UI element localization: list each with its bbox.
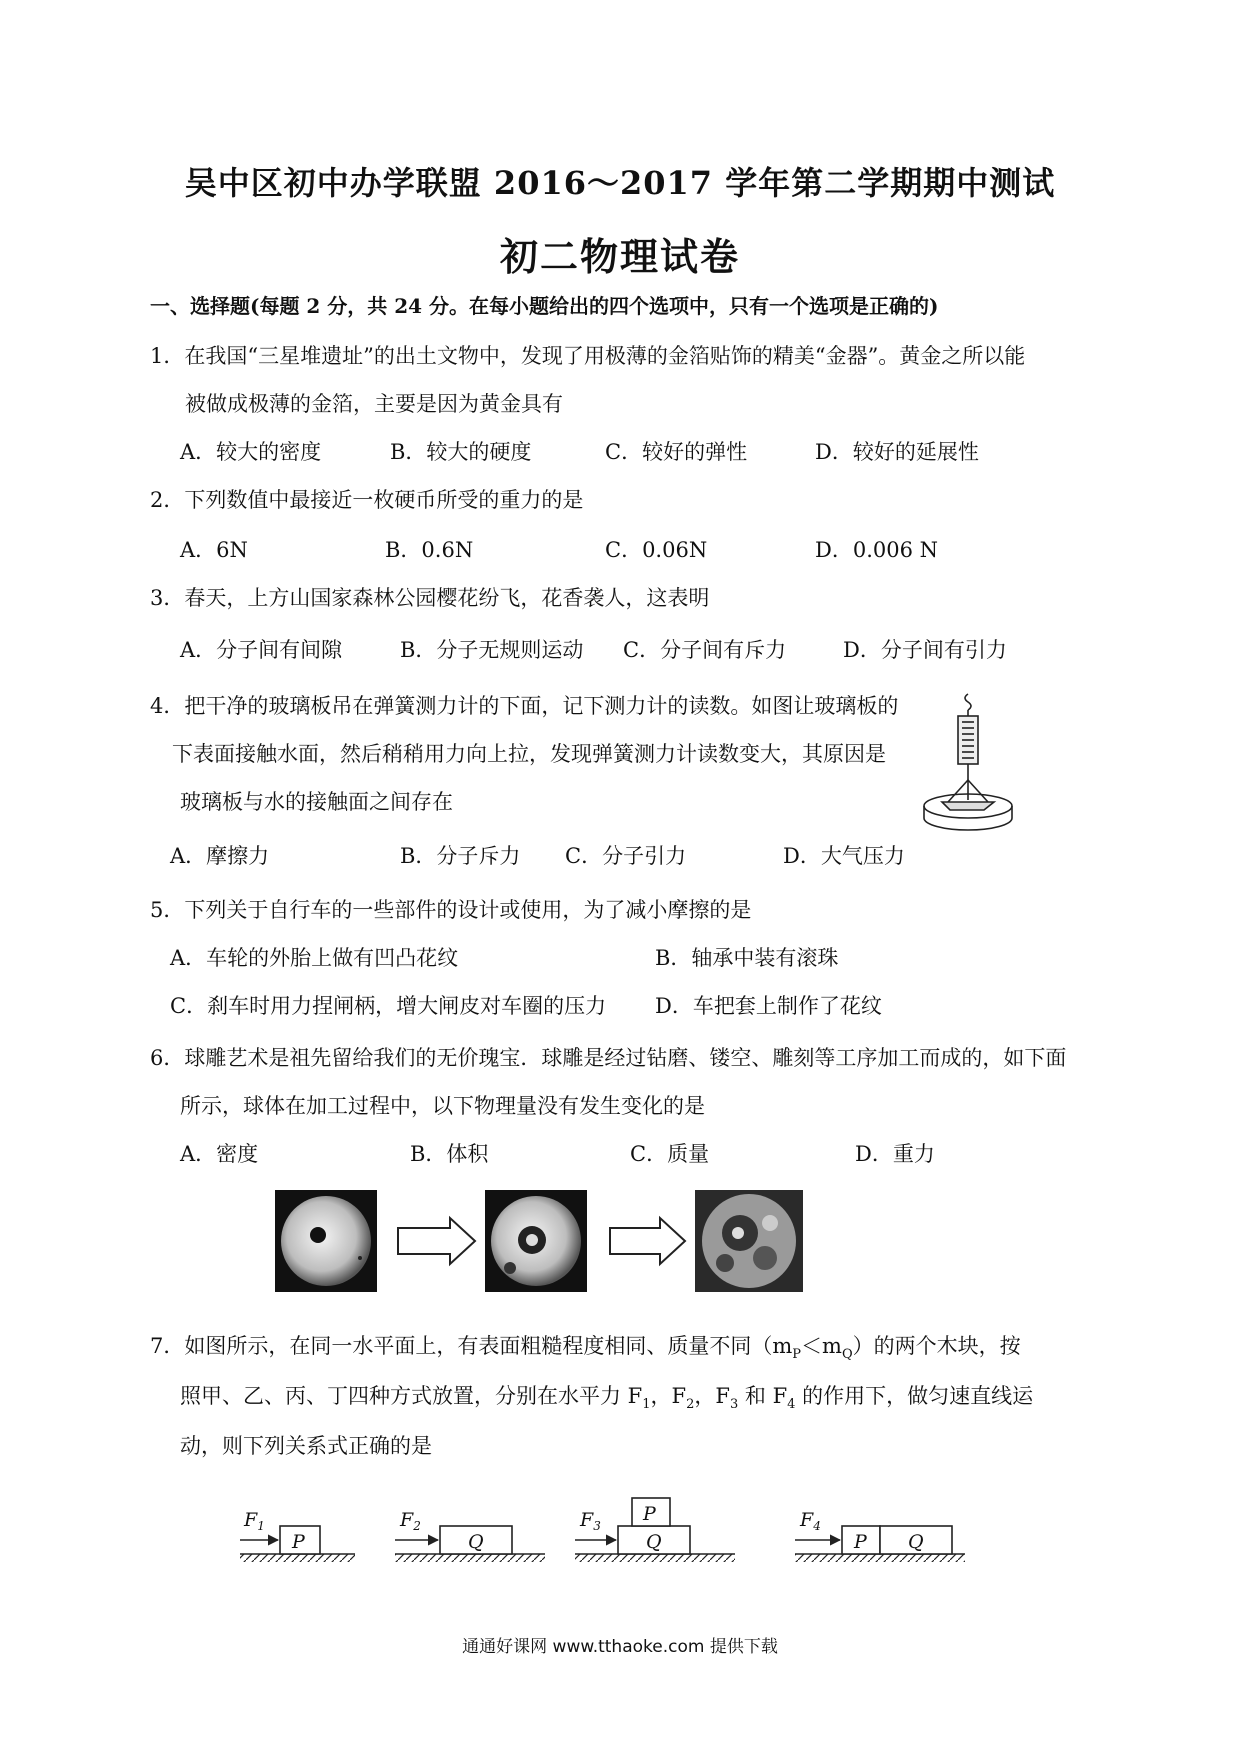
q7-stem-line2: 照甲、乙、丙、丁四种方式放置，分别在水平力 $F_1$，$F_2$，$F_3$ 和 $F_4$ 的作用下，做匀速直线运 bbox=[180, 1384, 1034, 1413]
svg-text:Q: Q bbox=[908, 1531, 924, 1553]
q1-stem-line2: 被做成极薄的金箔，主要是因为黄金具有 bbox=[185, 392, 563, 416]
q2-option-a: A．6N bbox=[180, 538, 248, 562]
q2-option-c: C．0.06N bbox=[605, 538, 708, 562]
q7-stem-line3: 动，则下列关系式正确的是 bbox=[180, 1434, 432, 1458]
svg-text:F1: $F_1$ bbox=[244, 1509, 265, 1533]
q1-option-d: D．较好的延展性 bbox=[815, 440, 979, 464]
q3-option-c: C．分子间有斥力 bbox=[623, 638, 787, 662]
svg-text:P: P bbox=[292, 1531, 305, 1553]
blocks-force-figure bbox=[230, 1488, 1010, 1578]
q4-stem-line1: 4．把干净的玻璃板吊在弹簧测力计的下面，记下测力计的读数。如图让玻璃板的 bbox=[150, 694, 899, 718]
section-heading: 一、选择题(每题 2 分，共 24 分。在每小题给出的四个选项中，只有一个选项是正确的) bbox=[150, 294, 939, 318]
svg-text:P: P bbox=[643, 1503, 656, 1525]
q4-stem-line3: 玻璃板与水的接触面之间存在 bbox=[180, 790, 453, 814]
svg-text:P: P bbox=[854, 1531, 867, 1553]
q6-stem-line1: 6．球雕艺术是祖先留给我们的无价瑰宝．球雕是经过钻磨、镂空、雕刻等工序加工而成的，如下面 bbox=[150, 1046, 1067, 1070]
svg-text:F2: $F_2$ bbox=[400, 1509, 421, 1533]
arrow-right-icon bbox=[398, 1218, 475, 1264]
q5-stem: 5．下列关于自行车的一些部件的设计或使用，为了减小摩擦的是 bbox=[150, 898, 752, 922]
q5-option-a: A．车轮的外胎上做有凹凸花纹 bbox=[170, 946, 459, 970]
ball-carving-figure bbox=[270, 1188, 810, 1298]
spring-scale-figure bbox=[920, 690, 1035, 840]
q2-stem: 2．下列数值中最接近一枚硬币所受的重力的是 bbox=[150, 488, 584, 512]
q6-option-d: D．重力 bbox=[855, 1142, 935, 1166]
q4-option-d: D．大气压力 bbox=[783, 844, 905, 868]
q3-option-d: D．分子间有引力 bbox=[843, 638, 1007, 662]
q1-option-c: C．较好的弹性 bbox=[605, 440, 748, 464]
q6-option-a: A．密度 bbox=[180, 1142, 259, 1166]
svg-text:F3: $F_3$ bbox=[580, 1509, 601, 1533]
exam-subtitle: 初二物理试卷 bbox=[499, 234, 740, 279]
q1-stem-line1: 1．在我国“三星堆遗址”的出土文物中，发现了用极薄的金箔贴饰的精美“金器”。黄金之所以能 bbox=[150, 344, 1026, 368]
arrow-right-icon bbox=[610, 1218, 685, 1264]
q3-option-a: A．分子间有间隙 bbox=[180, 638, 343, 662]
q2-option-b: B．0.6N bbox=[385, 538, 474, 562]
q5-option-c: C．刹车时用力捏闸柄，增大闸皮对车圈的压力 bbox=[170, 994, 607, 1018]
arrangement-1 bbox=[240, 1509, 355, 1562]
q1-option-b: B．较大的硬度 bbox=[390, 440, 532, 464]
exam-title: 吴中区初中办学联盟 2016～2017 学年第二学期期中测试 bbox=[184, 164, 1056, 202]
q5-option-d: D．车把套上制作了花纹 bbox=[655, 994, 882, 1018]
svg-text:Q: Q bbox=[646, 1531, 662, 1553]
q6-option-c: C．质量 bbox=[630, 1142, 710, 1166]
q4-option-c: C．分子引力 bbox=[565, 844, 687, 868]
svg-text:F4: $F_4$ bbox=[800, 1509, 821, 1533]
q6-stem-line2: 所示，球体在加工过程中，以下物理量没有发生变化的是 bbox=[180, 1094, 705, 1118]
q5-option-b: B．轴承中装有滚珠 bbox=[655, 946, 839, 970]
q4-stem-line2: 下表面接触水面，然后稍稍用力向上拉，发现弹簧测力计读数变大，其原因是 bbox=[172, 742, 886, 766]
page-footer: 通通好课网 www.tthaoke.com 提供下载 bbox=[462, 1637, 778, 1657]
arrangement-3 bbox=[575, 1498, 735, 1562]
q3-stem: 3．春天，上方山国家森林公园樱花纷飞，花香袭人，这表明 bbox=[150, 586, 710, 610]
arrangement-4 bbox=[795, 1509, 965, 1562]
q2-option-d: D．0.006 N bbox=[815, 538, 939, 562]
q6-option-b: B．体积 bbox=[410, 1142, 489, 1166]
q4-option-b: B．分子斥力 bbox=[400, 844, 521, 868]
svg-text:Q: Q bbox=[468, 1531, 484, 1553]
q1-option-a: A．较大的密度 bbox=[180, 440, 322, 464]
arrangement-2 bbox=[395, 1509, 545, 1562]
q4-option-a: A．摩擦力 bbox=[170, 844, 270, 868]
q7-stem-line1: 7．如图所示，在同一水平面上，有表面粗糙程度相同、质量不同$(m_P<m_Q)$的两个木块，按 bbox=[150, 1334, 1021, 1363]
q3-option-b: B．分子无规则运动 bbox=[400, 638, 584, 662]
